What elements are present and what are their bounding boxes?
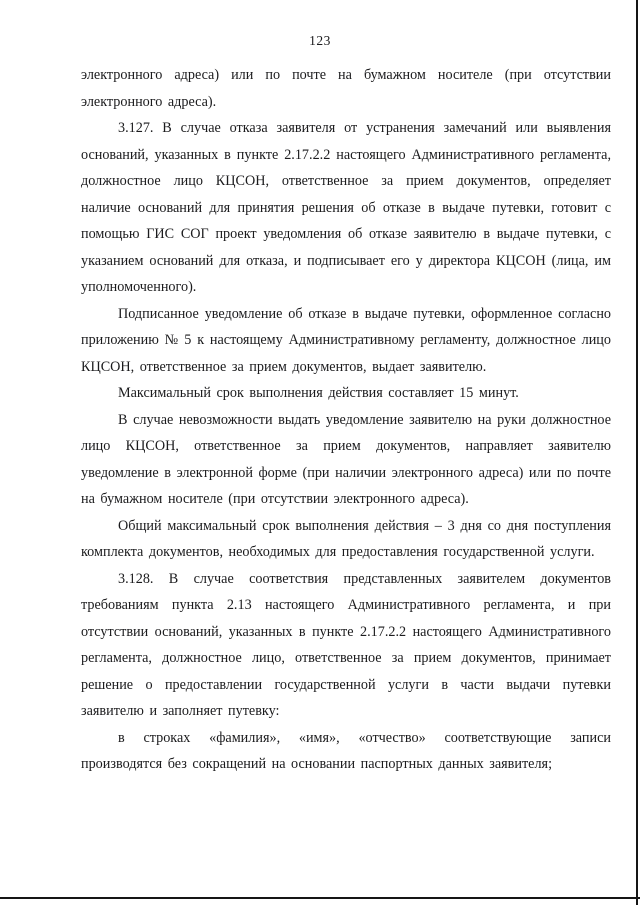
paragraph-3-127: 3.127. В случае отказа заявителя от устранения замечаний или выявления оснований, указанных в пункте 2.17.2.2 настоящего Административного регламента, должностное лицо КЦСОН, ответственное за прием документов, определяет наличие оснований для принятия решения об отказе в выдаче путевки, готовит с помощью ГИС СОГ проект уведомления об отказе заявителю в выдаче путевки, с указанием оснований для отказа, и подписывает его у директора КЦСОН (лица, им уполномоченного). (81, 120, 611, 295)
paragraph-impossible-delivery: В случае невозможности выдать уведомление заявителю на руки должностное лицо КЦСОН, ответственное за прием документов, направляет заявителю уведомление в электронной форме (при наличии электронного адреса) или по почте на бумажном носителе (при отсутствии электронного адреса). (81, 411, 611, 507)
paragraph-name-fields: в строках «фамилия», «имя», «отчество» соответствующие записи производятся без сокращений на основании паспортных данных заявителя; (81, 729, 611, 772)
paragraph-total-max-duration: Общий максимальный срок выполнения действия – 3 дня со дня поступления комплекта документов, необходимых для предоставления государственной услуги. (81, 517, 611, 560)
scan-border-bottom (0, 897, 640, 899)
document-body (0, 49, 640, 778)
page-number: 123 (309, 33, 331, 48)
paragraph-continuation: электронного адреса) или по почте на бумажном носителе (при отсутствии электронного адреса). (81, 67, 611, 110)
paragraph-max-duration: Максимальный срок выполнения действия составляет 15 минут. (118, 385, 519, 401)
scan-border-right (636, 0, 638, 905)
paragraph-3-128: 3.128. В случае соответствия представленных заявителем документов требованиям пункта 2.13 настоящего Административного регламента, и при отсутствии оснований, указанных в пункте 2.17.2.2 настоящего Административного регламента, должностное лицо, ответственное за прием документов, принимает решение о предоставлении государственной услуги в части выдачи путевки заявителю и заполняет путевку: (81, 570, 611, 719)
paragraph-signed-notification: Подписанное уведомление об отказе в выдаче путевки, оформленное согласно приложению № 5 к настоящему Административному регламенту, должностное лицо КЦСОН, ответственное за прием документов, выдает заявителю. (81, 305, 611, 375)
